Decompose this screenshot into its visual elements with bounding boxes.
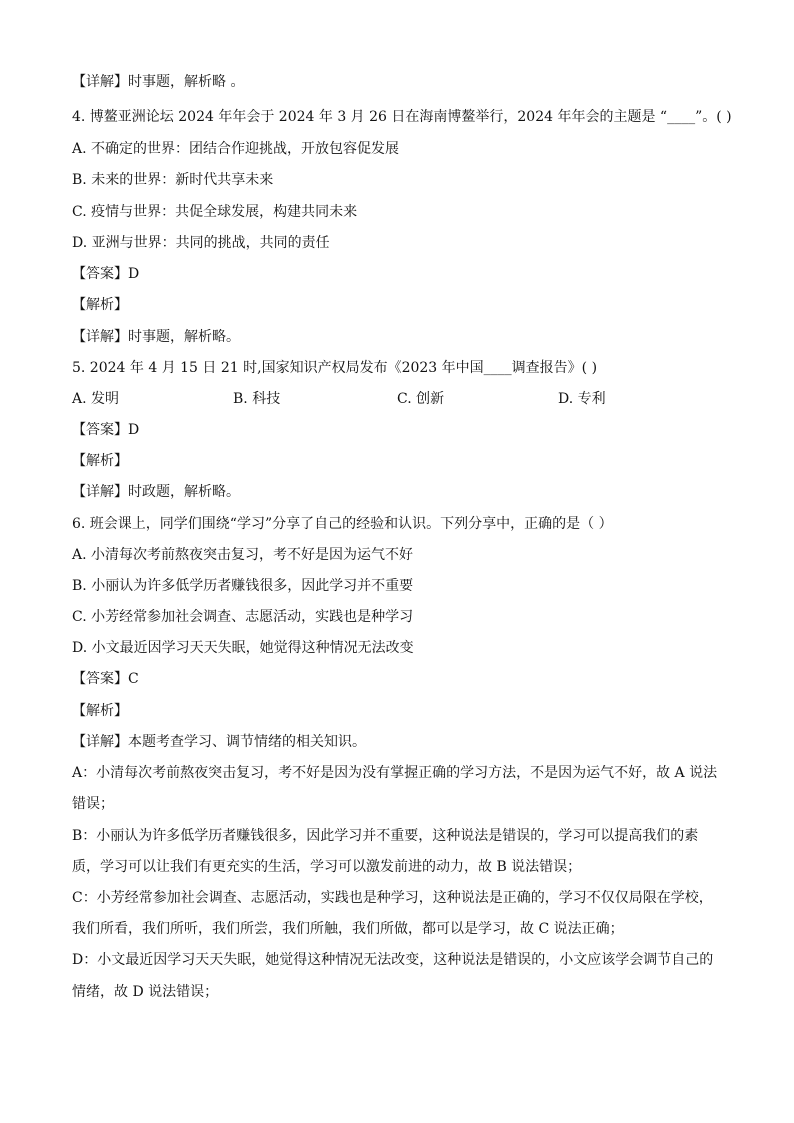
q5-detail: 【详解】时政题，解析略。 — [72, 484, 240, 500]
q4-detail: 【详解】时事题，解析略。 — [72, 329, 240, 345]
q5-option-a: A. 发明 — [72, 391, 120, 407]
q6-stem: 6. 班会课上，同学们围绕“学习”分享了自己的经验和认识。下列分享中，正确的是（ ） — [72, 516, 613, 532]
q6-explain-d-2: 情绪，故 D 说法错误； — [72, 984, 219, 1000]
q5-option-b: B. 科技 — [233, 391, 281, 407]
q6-option-b: B. 小丽认为许多低学历者赚钱很多，因此学习并不重要 — [72, 578, 414, 594]
q6-explain-c-1: C：小芳经常参加社会调查、志愿活动，实践也是种学习，这种说法是正确的，学习不仅仅局限在学校， — [72, 890, 713, 906]
q5-answer: 【答案】D — [72, 422, 140, 438]
q6-option-d: D. 小文最近因学习天天失眠，她觉得这种情况无法改变 — [72, 640, 414, 656]
q6-explain-a-2: 错误； — [72, 796, 114, 812]
q6-explain-b-1: B：小丽认为许多低学历者赚钱很多，因此学习并不重要，这种说法是错误的，学习可以提高我们的素 — [72, 828, 699, 844]
q6-option-a: A. 小清每次考前熬夜突击复习，考不好是因为运气不好 — [72, 547, 414, 563]
q6-explain-c-2: 我们所看，我们所听，我们所尝，我们所触，我们所做，都可以是学习，故 C 说法正确； — [72, 921, 624, 937]
q5-analysis-heading: 【解析】 — [72, 453, 128, 469]
q6-detail-intro: 【详解】本题考查学习、调节情绪的相关知识。 — [72, 734, 366, 750]
q6-explain-a-1: A：小清每次考前熬夜突击复习，考不好是因为没有掌握正确的学习方法，不是因为运气不好，故 A 说法 — [72, 765, 718, 781]
q6-explain-b-2: 质，学习可以让我们有更充实的生活，学习可以激发前进的动力，故 B 说法错误； — [72, 859, 582, 875]
q4-analysis-heading: 【解析】 — [72, 297, 128, 313]
q4-option-a: A. 不确定的世界：团结合作迎挑战，开放包容促发展 — [72, 141, 400, 157]
q4-stem: 4. 博鳌亚洲论坛 2024 年年会于 2024 年 3 月 26 日在海南博鳌举行，2024 年年会的主题是 “____”。( ) — [72, 109, 732, 125]
q6-explain-d-1: D：小文最近因学习天天失眠，她觉得这种情况无法改变，这种说法是错误的，小文应该学会调节自己的 — [72, 952, 714, 968]
q6-option-c: C. 小芳经常参加社会调查、志愿活动，实践也是种学习 — [72, 609, 414, 625]
q5-option-d: D. 专利 — [558, 391, 606, 407]
q3-detail-line: 【详解】时事题，解析略 。 — [72, 74, 245, 90]
q6-answer: 【答案】C — [72, 671, 139, 687]
q4-option-b: B. 未来的世界：新时代共享未来 — [72, 172, 274, 188]
q4-option-d: D. 亚洲与世界：共同的挑战，共同的责任 — [72, 235, 330, 251]
q5-stem: 5. 2024 年 4 月 15 日 21 时,国家知识产权局发布《2023 年中国____调查报告》( ) — [72, 360, 598, 376]
q6-analysis-heading: 【解析】 — [72, 703, 128, 719]
q4-answer: 【答案】D — [72, 266, 140, 282]
q5-option-c: C. 创新 — [397, 391, 445, 407]
q4-option-c: C. 疫情与世界：共促全球发展，构建共同未来 — [72, 204, 358, 220]
